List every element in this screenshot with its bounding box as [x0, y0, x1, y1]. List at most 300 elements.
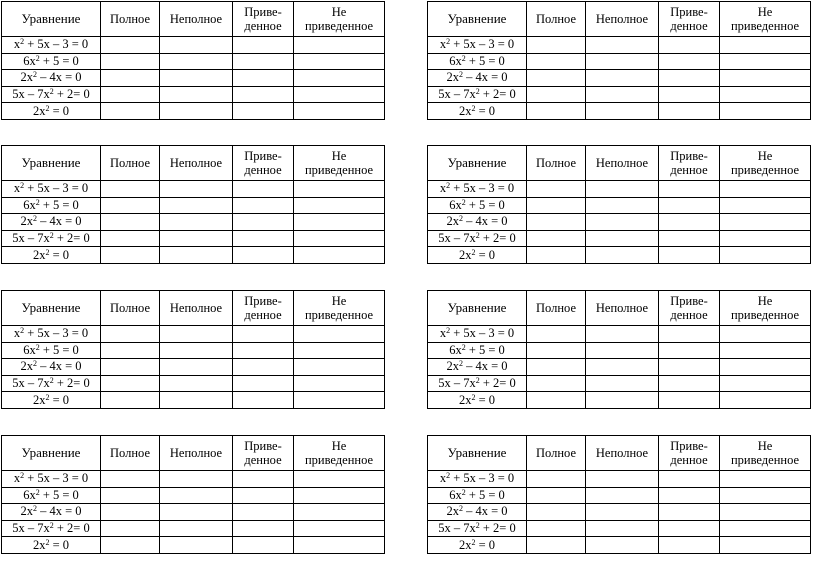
- answer-cell-full[interactable]: [101, 504, 160, 521]
- header-full: Полное: [527, 291, 586, 326]
- header-reduced-line2: денное: [244, 308, 282, 322]
- answer-cell-incomplete[interactable]: [586, 214, 659, 231]
- header-incomplete: Неполное: [586, 436, 659, 471]
- answer-cell-not-reduced[interactable]: [294, 37, 385, 54]
- answer-cell-reduced[interactable]: [659, 504, 720, 521]
- equation-row: [428, 53, 811, 70]
- answer-cell-incomplete[interactable]: [586, 487, 659, 504]
- answer-cell-reduced[interactable]: [233, 37, 294, 54]
- answer-cell-incomplete[interactable]: [586, 326, 659, 343]
- equation-cell: $6x^2 + 5 = 0$: [2, 53, 101, 70]
- answer-cell-not-reduced[interactable]: [720, 53, 811, 70]
- equation-cell: $2x^2 - 4x = 0$: [428, 359, 527, 376]
- answer-cell-full[interactable]: [527, 214, 586, 231]
- answer-cell-reduced[interactable]: [659, 53, 720, 70]
- answer-cell-full[interactable]: [101, 375, 160, 392]
- answer-cell-full[interactable]: [527, 103, 586, 120]
- worksheet-table-6: [427, 290, 811, 409]
- classification-table: [1, 145, 385, 264]
- header-equation: Уравнение: [428, 2, 527, 37]
- equation-row: [428, 181, 811, 198]
- answer-cell-not-reduced[interactable]: [294, 326, 385, 343]
- equation-cell: $2x^2 - 4x = 0$: [428, 504, 527, 521]
- answer-cell-reduced[interactable]: [659, 86, 720, 103]
- equation-row: [2, 181, 385, 198]
- equation-row: [2, 197, 385, 214]
- answer-cell-full[interactable]: [101, 37, 160, 54]
- equation-row: [428, 103, 811, 120]
- equation-cell: $x^2 + 5x - 3 = 0$: [428, 471, 527, 488]
- answer-cell-reduced[interactable]: [659, 197, 720, 214]
- answer-cell-reduced[interactable]: [233, 181, 294, 198]
- header-row: [428, 146, 811, 181]
- equation-row: [2, 70, 385, 87]
- answer-cell-incomplete[interactable]: [586, 471, 659, 488]
- header-full: Полное: [527, 436, 586, 471]
- answer-cell-reduced[interactable]: [233, 392, 294, 409]
- answer-cell-not-reduced[interactable]: [720, 392, 811, 409]
- header-incomplete: Неполное: [586, 146, 659, 181]
- answer-cell-incomplete[interactable]: [160, 37, 233, 54]
- equation-row: [2, 86, 385, 103]
- header-incomplete: Неполное: [160, 291, 233, 326]
- worksheet-table-5: [1, 290, 385, 409]
- equation-cell: $x^2 + 5x - 3 = 0$: [428, 181, 527, 198]
- equation-row: [428, 487, 811, 504]
- answer-cell-not-reduced[interactable]: [294, 197, 385, 214]
- header-reduced-line2: денное: [244, 163, 282, 177]
- header-not-reduced-line1: Не: [757, 439, 773, 453]
- answer-cell-incomplete[interactable]: [586, 181, 659, 198]
- answer-cell-reduced[interactable]: [233, 375, 294, 392]
- equation-row: [428, 359, 811, 376]
- header-full: Полное: [101, 2, 160, 37]
- answer-cell-not-reduced[interactable]: [294, 375, 385, 392]
- equation-row: [2, 537, 385, 554]
- header-row: [2, 146, 385, 181]
- equation-row: [428, 392, 811, 409]
- classification-table: [1, 290, 385, 409]
- answer-cell-incomplete[interactable]: [586, 375, 659, 392]
- equation-cell: $2x^2 - 4x = 0$: [2, 359, 101, 376]
- answer-cell-not-reduced[interactable]: [720, 181, 811, 198]
- answer-cell-incomplete[interactable]: [586, 359, 659, 376]
- answer-cell-full[interactable]: [527, 537, 586, 554]
- answer-cell-reduced[interactable]: [233, 86, 294, 103]
- header-incomplete: Неполное: [586, 2, 659, 37]
- answer-cell-full[interactable]: [101, 342, 160, 359]
- answer-cell-full[interactable]: [527, 471, 586, 488]
- classification-table: [427, 290, 811, 409]
- answer-cell-full[interactable]: [527, 230, 586, 247]
- equation-cell: $2x^2 - 4x = 0$: [2, 214, 101, 231]
- answer-cell-incomplete[interactable]: [160, 359, 233, 376]
- answer-cell-not-reduced[interactable]: [294, 103, 385, 120]
- equation-cell: $5x - 7x^2 + 2= 0$: [428, 520, 527, 537]
- answer-cell-full[interactable]: [101, 326, 160, 343]
- answer-cell-full[interactable]: [527, 392, 586, 409]
- answer-cell-not-reduced[interactable]: [720, 86, 811, 103]
- answer-cell-reduced[interactable]: [659, 375, 720, 392]
- answer-cell-full[interactable]: [101, 70, 160, 87]
- answer-cell-incomplete[interactable]: [160, 375, 233, 392]
- header-reduced-line2: денное: [244, 453, 282, 467]
- answer-cell-full[interactable]: [527, 342, 586, 359]
- answer-cell-reduced[interactable]: [659, 520, 720, 537]
- equation-row: [428, 214, 811, 231]
- answer-cell-incomplete[interactable]: [586, 197, 659, 214]
- answer-cell-not-reduced[interactable]: [294, 487, 385, 504]
- equation-cell: $5x - 7x^2 + 2= 0$: [2, 520, 101, 537]
- equation-cell: $x^2 + 5x - 3 = 0$: [428, 326, 527, 343]
- answer-cell-reduced[interactable]: [659, 181, 720, 198]
- header-not-reduced-line2: приведенное: [730, 163, 800, 177]
- equation-cell: $2x^2 = 0$: [2, 392, 101, 409]
- answer-cell-not-reduced[interactable]: [720, 197, 811, 214]
- equation-cell: $x^2 + 5x - 3 = 0$: [2, 326, 101, 343]
- header-not-reduced: [720, 146, 811, 181]
- equation-cell: $2x^2 - 4x = 0$: [428, 70, 527, 87]
- answer-cell-reduced[interactable]: [233, 247, 294, 264]
- answer-cell-incomplete[interactable]: [586, 53, 659, 70]
- answer-cell-not-reduced[interactable]: [294, 537, 385, 554]
- answer-cell-incomplete[interactable]: [586, 537, 659, 554]
- answer-cell-not-reduced[interactable]: [294, 70, 385, 87]
- answer-cell-not-reduced[interactable]: [720, 359, 811, 376]
- answer-cell-reduced[interactable]: [233, 342, 294, 359]
- equation-row: [428, 37, 811, 54]
- answer-cell-full[interactable]: [101, 537, 160, 554]
- answer-cell-incomplete[interactable]: [586, 342, 659, 359]
- header-reduced-line1: Приве-: [244, 149, 282, 163]
- answer-cell-not-reduced[interactable]: [720, 520, 811, 537]
- answer-cell-reduced[interactable]: [233, 471, 294, 488]
- answer-cell-not-reduced[interactable]: [720, 471, 811, 488]
- classification-table: [427, 1, 811, 120]
- equation-row: [2, 53, 385, 70]
- answer-cell-incomplete[interactable]: [160, 520, 233, 537]
- header-not-reduced-line1: Не: [331, 149, 347, 163]
- worksheet-table-7: [1, 435, 385, 554]
- header-reduced-line2: денное: [670, 19, 708, 33]
- equation-cell: $x^2 + 5x - 3 = 0$: [2, 471, 101, 488]
- header-not-reduced-line1: Не: [331, 439, 347, 453]
- answer-cell-not-reduced[interactable]: [294, 504, 385, 521]
- header-reduced: [659, 436, 720, 471]
- answer-cell-reduced[interactable]: [233, 197, 294, 214]
- answer-cell-full[interactable]: [527, 487, 586, 504]
- answer-cell-full[interactable]: [527, 520, 586, 537]
- equation-row: [428, 86, 811, 103]
- answer-cell-not-reduced[interactable]: [294, 520, 385, 537]
- header-row: [2, 2, 385, 37]
- answer-cell-full[interactable]: [527, 197, 586, 214]
- answer-cell-reduced[interactable]: [659, 326, 720, 343]
- answer-cell-not-reduced[interactable]: [294, 86, 385, 103]
- answer-cell-reduced[interactable]: [659, 247, 720, 264]
- answer-cell-incomplete[interactable]: [160, 70, 233, 87]
- answer-cell-not-reduced[interactable]: [720, 504, 811, 521]
- answer-cell-incomplete[interactable]: [160, 53, 233, 70]
- equation-cell: $5x - 7x^2 + 2= 0$: [2, 230, 101, 247]
- classification-table: [427, 145, 811, 264]
- answer-cell-full[interactable]: [527, 86, 586, 103]
- answer-cell-not-reduced[interactable]: [720, 103, 811, 120]
- header-not-reduced: [720, 291, 811, 326]
- answer-cell-reduced[interactable]: [233, 214, 294, 231]
- header-reduced-line2: денное: [670, 453, 708, 467]
- answer-cell-full[interactable]: [527, 504, 586, 521]
- answer-cell-full[interactable]: [101, 247, 160, 264]
- answer-cell-incomplete[interactable]: [160, 342, 233, 359]
- answer-cell-reduced[interactable]: [233, 537, 294, 554]
- answer-cell-not-reduced[interactable]: [720, 214, 811, 231]
- answer-cell-reduced[interactable]: [659, 214, 720, 231]
- equation-row: [428, 342, 811, 359]
- header-full: Полное: [527, 2, 586, 37]
- worksheet-table-8: [427, 435, 811, 554]
- header-incomplete: Неполное: [160, 146, 233, 181]
- answer-cell-full[interactable]: [101, 86, 160, 103]
- answer-cell-incomplete[interactable]: [586, 86, 659, 103]
- header-reduced: [233, 146, 294, 181]
- header-reduced-line1: Приве-: [670, 5, 708, 19]
- answer-cell-full[interactable]: [101, 53, 160, 70]
- answer-cell-not-reduced[interactable]: [294, 53, 385, 70]
- answer-cell-full[interactable]: [101, 471, 160, 488]
- answer-cell-full[interactable]: [527, 37, 586, 54]
- answer-cell-full[interactable]: [101, 520, 160, 537]
- answer-cell-not-reduced[interactable]: [294, 214, 385, 231]
- header-not-reduced-line2: приведенное: [304, 453, 374, 467]
- answer-cell-incomplete[interactable]: [586, 230, 659, 247]
- answer-cell-full[interactable]: [101, 214, 160, 231]
- equation-cell: $2x^2 = 0$: [428, 537, 527, 554]
- answer-cell-incomplete[interactable]: [160, 537, 233, 554]
- answer-cell-full[interactable]: [101, 181, 160, 198]
- header-reduced-line1: Приве-: [670, 149, 708, 163]
- answer-cell-not-reduced[interactable]: [720, 342, 811, 359]
- header-not-reduced-line2: приведенное: [730, 19, 800, 33]
- answer-cell-not-reduced[interactable]: [294, 247, 385, 264]
- header-not-reduced-line2: приведенное: [730, 453, 800, 467]
- header-reduced: [659, 146, 720, 181]
- worksheet-table-4: [427, 145, 811, 264]
- header-reduced-line1: Приве-: [244, 294, 282, 308]
- answer-cell-not-reduced[interactable]: [720, 326, 811, 343]
- header-not-reduced: [294, 436, 385, 471]
- answer-cell-full[interactable]: [101, 359, 160, 376]
- answer-cell-incomplete[interactable]: [160, 103, 233, 120]
- header-equation: Уравнение: [428, 436, 527, 471]
- answer-cell-not-reduced[interactable]: [294, 359, 385, 376]
- equation-cell: $6x^2 + 5 = 0$: [428, 342, 527, 359]
- answer-cell-not-reduced[interactable]: [720, 37, 811, 54]
- equation-row: [428, 504, 811, 521]
- equation-row: [2, 375, 385, 392]
- answer-cell-full[interactable]: [527, 359, 586, 376]
- answer-cell-incomplete[interactable]: [160, 181, 233, 198]
- answer-cell-not-reduced[interactable]: [720, 537, 811, 554]
- answer-cell-incomplete[interactable]: [586, 392, 659, 409]
- equation-row: [428, 471, 811, 488]
- answer-cell-full[interactable]: [101, 197, 160, 214]
- answer-cell-reduced[interactable]: [233, 359, 294, 376]
- header-reduced-line2: денное: [244, 19, 282, 33]
- answer-cell-reduced[interactable]: [659, 471, 720, 488]
- answer-cell-full[interactable]: [527, 375, 586, 392]
- answer-cell-incomplete[interactable]: [160, 247, 233, 264]
- answer-cell-full[interactable]: [527, 326, 586, 343]
- header-full: Полное: [101, 146, 160, 181]
- answer-cell-incomplete[interactable]: [160, 214, 233, 231]
- answer-cell-reduced[interactable]: [233, 326, 294, 343]
- equation-row: [2, 37, 385, 54]
- equation-cell: $6x^2 + 5 = 0$: [428, 197, 527, 214]
- answer-cell-reduced[interactable]: [659, 487, 720, 504]
- answer-cell-reduced[interactable]: [659, 359, 720, 376]
- worksheet-table-3: [1, 145, 385, 264]
- header-not-reduced-line1: Не: [331, 294, 347, 308]
- equation-row: [2, 504, 385, 521]
- equation-cell: $2x^2 = 0$: [428, 103, 527, 120]
- answer-cell-reduced[interactable]: [233, 487, 294, 504]
- header-row: [428, 436, 811, 471]
- header-equation: Уравнение: [2, 146, 101, 181]
- equation-cell: $5x - 7x^2 + 2= 0$: [2, 375, 101, 392]
- answer-cell-incomplete[interactable]: [586, 70, 659, 87]
- answer-cell-not-reduced[interactable]: [720, 230, 811, 247]
- answer-cell-not-reduced[interactable]: [294, 181, 385, 198]
- answer-cell-reduced[interactable]: [233, 103, 294, 120]
- answer-cell-incomplete[interactable]: [586, 520, 659, 537]
- answer-cell-incomplete[interactable]: [160, 230, 233, 247]
- header-equation: Уравнение: [2, 436, 101, 471]
- equation-cell: $5x - 7x^2 + 2= 0$: [2, 86, 101, 103]
- header-equation: Уравнение: [2, 291, 101, 326]
- header-reduced: [233, 436, 294, 471]
- header-not-reduced: [294, 2, 385, 37]
- answer-cell-reduced[interactable]: [659, 37, 720, 54]
- equation-cell: $2x^2 = 0$: [2, 537, 101, 554]
- answer-cell-not-reduced[interactable]: [720, 70, 811, 87]
- header-row: [2, 436, 385, 471]
- equation-cell: $2x^2 = 0$: [2, 247, 101, 264]
- header-not-reduced: [720, 436, 811, 471]
- equation-cell: $6x^2 + 5 = 0$: [2, 342, 101, 359]
- answer-cell-incomplete[interactable]: [160, 326, 233, 343]
- answer-cell-incomplete[interactable]: [586, 504, 659, 521]
- header-not-reduced-line2: приведенное: [730, 308, 800, 322]
- answer-cell-incomplete[interactable]: [160, 392, 233, 409]
- header-reduced: [233, 2, 294, 37]
- answer-cell-incomplete[interactable]: [160, 86, 233, 103]
- answer-cell-reduced[interactable]: [659, 103, 720, 120]
- header-reduced-line2: денное: [670, 163, 708, 177]
- equation-row: [428, 375, 811, 392]
- equation-row: [2, 326, 385, 343]
- equation-cell: $2x^2 = 0$: [428, 247, 527, 264]
- header-reduced: [659, 2, 720, 37]
- answer-cell-incomplete[interactable]: [586, 37, 659, 54]
- equation-row: [2, 342, 385, 359]
- header-not-reduced-line1: Не: [757, 5, 773, 19]
- equation-row: [2, 392, 385, 409]
- answer-cell-full[interactable]: [527, 181, 586, 198]
- answer-cell-reduced[interactable]: [233, 230, 294, 247]
- header-reduced-line1: Приве-: [244, 5, 282, 19]
- equation-row: [2, 247, 385, 264]
- answer-cell-incomplete[interactable]: [160, 471, 233, 488]
- header-incomplete: Неполное: [160, 436, 233, 471]
- answer-cell-reduced[interactable]: [659, 392, 720, 409]
- equation-row: [2, 520, 385, 537]
- answer-cell-reduced[interactable]: [233, 53, 294, 70]
- answer-cell-full[interactable]: [101, 392, 160, 409]
- answer-cell-reduced[interactable]: [659, 230, 720, 247]
- header-reduced-line1: Приве-: [670, 439, 708, 453]
- header-reduced: [233, 291, 294, 326]
- answer-cell-reduced[interactable]: [233, 504, 294, 521]
- equation-row: [428, 537, 811, 554]
- answer-cell-not-reduced[interactable]: [294, 471, 385, 488]
- answer-cell-incomplete[interactable]: [160, 504, 233, 521]
- worksheet-table-2: [427, 1, 811, 120]
- answer-cell-full[interactable]: [101, 487, 160, 504]
- equation-row: [2, 230, 385, 247]
- equation-cell: $2x^2 = 0$: [428, 392, 527, 409]
- equation-row: [428, 247, 811, 264]
- answer-cell-reduced[interactable]: [659, 342, 720, 359]
- equation-row: [428, 197, 811, 214]
- header-row: [2, 291, 385, 326]
- classification-table: [427, 435, 811, 554]
- answer-cell-incomplete[interactable]: [586, 103, 659, 120]
- equation-cell: $x^2 + 5x - 3 = 0$: [428, 37, 527, 54]
- header-not-reduced-line2: приведенное: [304, 308, 374, 322]
- answer-cell-not-reduced[interactable]: [294, 342, 385, 359]
- equation-cell: $6x^2 + 5 = 0$: [2, 197, 101, 214]
- answer-cell-incomplete[interactable]: [160, 197, 233, 214]
- header-reduced-line1: Приве-: [670, 294, 708, 308]
- header-not-reduced-line1: Не: [757, 294, 773, 308]
- header-equation: Уравнение: [428, 146, 527, 181]
- header-incomplete: Неполное: [586, 291, 659, 326]
- answer-cell-full[interactable]: [527, 247, 586, 264]
- answer-cell-full[interactable]: [101, 230, 160, 247]
- answer-cell-incomplete[interactable]: [586, 247, 659, 264]
- header-not-reduced-line1: Не: [331, 5, 347, 19]
- answer-cell-not-reduced[interactable]: [294, 392, 385, 409]
- worksheet-table-1: [1, 1, 385, 120]
- answer-cell-not-reduced[interactable]: [294, 230, 385, 247]
- equation-cell: $2x^2 - 4x = 0$: [2, 70, 101, 87]
- equation-row: [2, 487, 385, 504]
- equation-row: [428, 70, 811, 87]
- equation-row: [2, 214, 385, 231]
- answer-cell-reduced[interactable]: [659, 70, 720, 87]
- answer-cell-reduced[interactable]: [659, 537, 720, 554]
- answer-cell-full[interactable]: [527, 70, 586, 87]
- answer-cell-incomplete[interactable]: [160, 487, 233, 504]
- answer-cell-full[interactable]: [527, 53, 586, 70]
- answer-cell-not-reduced[interactable]: [720, 487, 811, 504]
- answer-cell-full[interactable]: [101, 103, 160, 120]
- answer-cell-not-reduced[interactable]: [720, 247, 811, 264]
- answer-cell-reduced[interactable]: [233, 520, 294, 537]
- answer-cell-not-reduced[interactable]: [720, 375, 811, 392]
- answer-cell-reduced[interactable]: [233, 70, 294, 87]
